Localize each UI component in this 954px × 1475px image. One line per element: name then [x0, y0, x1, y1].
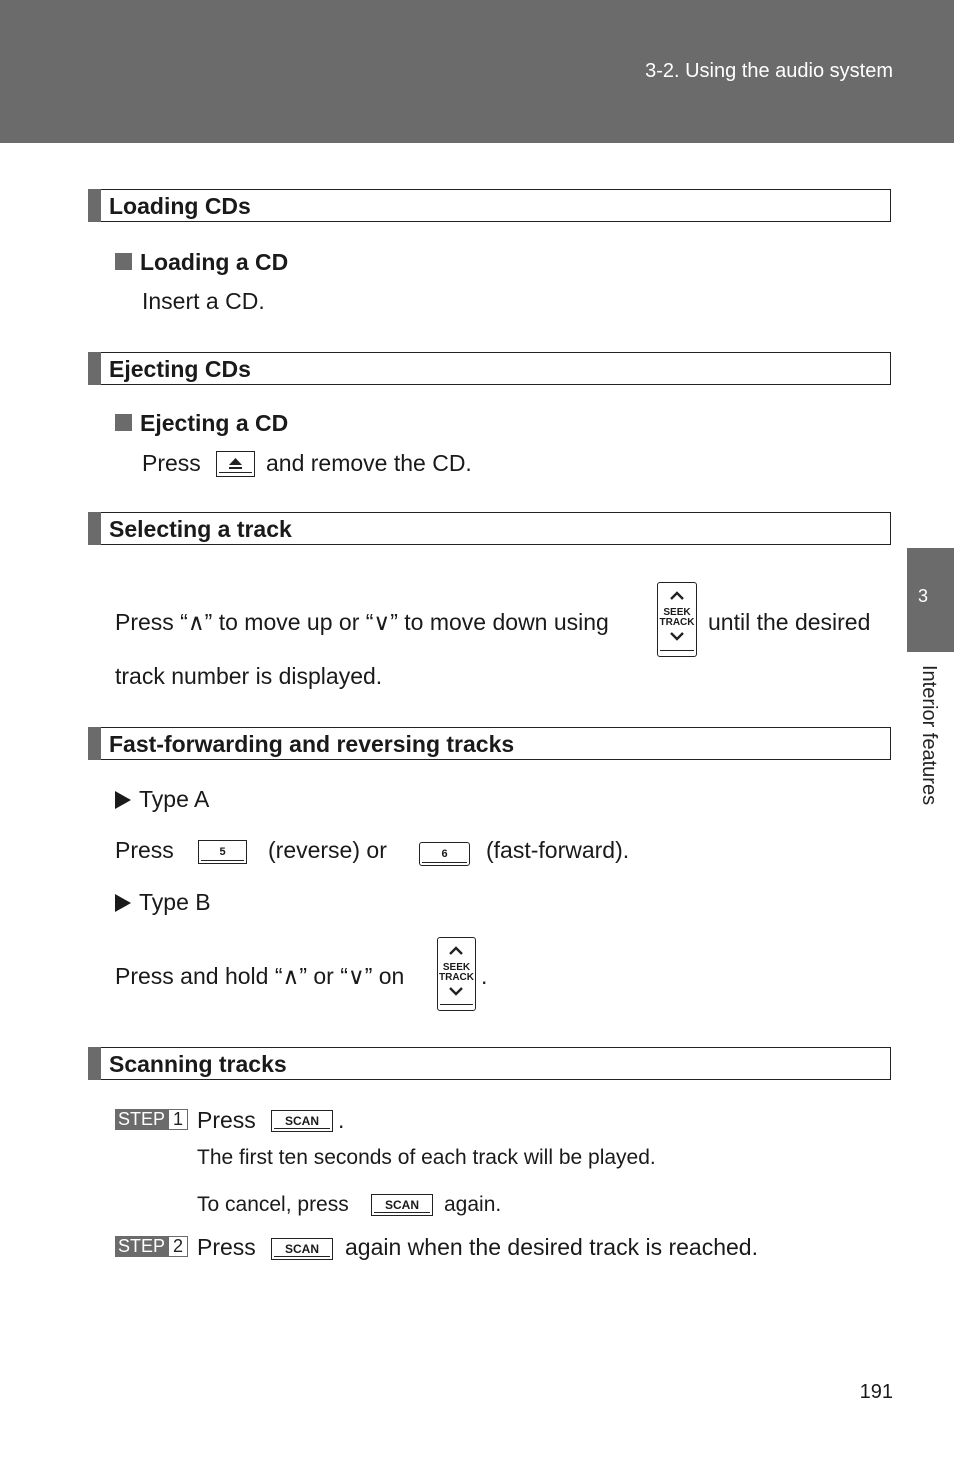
eject-button[interactable]	[216, 451, 255, 477]
chevron-up-icon	[671, 593, 683, 599]
step-1-end: .	[338, 1107, 345, 1133]
step-1-badge: STEP 1	[115, 1109, 188, 1130]
preset-6-button[interactable]	[419, 842, 470, 866]
preset-6-label: 6	[441, 848, 448, 860]
subheading-loading-a-cd: Loading a CD	[115, 249, 288, 276]
eject-press-text: Press	[142, 450, 201, 476]
type-a-reverse-text: (reverse) or	[268, 837, 387, 863]
chevron-down-icon	[450, 988, 462, 994]
scan-label: SCAN	[284, 1242, 319, 1256]
section-title: Fast-forwarding and reversing tracks	[109, 731, 515, 757]
type-a-forward-text: (fast-forward).	[486, 837, 630, 863]
chevron-up-icon	[450, 948, 462, 954]
section-title: Selecting a track	[109, 516, 292, 542]
seek-track-button[interactable]	[437, 937, 476, 1011]
section-fast-forwarding	[88, 727, 891, 760]
type-b-end: .	[481, 963, 488, 989]
cancel-text: To cancel, press	[197, 1193, 349, 1216]
step-1-note: The first ten seconds of each track will be played.	[197, 1146, 656, 1169]
page-number: 191	[859, 1381, 893, 1403]
triangle-bullet-icon	[115, 894, 131, 912]
section-loading-cds	[88, 189, 891, 222]
chapter-tab	[907, 548, 954, 652]
scan-button[interactable]	[371, 1194, 433, 1216]
chevron-down-icon	[671, 633, 683, 639]
scan-label: SCAN	[284, 1114, 319, 1128]
select-track-text-line2: track number is displayed.	[115, 663, 383, 689]
triangle-bullet-icon	[115, 791, 131, 809]
select-track-text-end: until the desired	[708, 609, 871, 635]
type-b-text: Press and hold “∧” or “∨” on	[115, 963, 405, 989]
chapter-label: Interior features	[918, 665, 940, 806]
scan-button[interactable]	[271, 1238, 333, 1260]
section-title: Ejecting CDs	[109, 356, 251, 382]
section-scanning-tracks	[88, 1047, 891, 1080]
step-2-press-text: Press	[197, 1234, 256, 1260]
subheading-ejecting-a-cd: Ejecting a CD	[115, 410, 288, 437]
loading-instruction: Insert a CD.	[142, 288, 265, 314]
seek-label: SEEK	[442, 962, 471, 973]
step-2-badge: STEP 2	[115, 1236, 188, 1257]
seek-label: SEEK	[663, 607, 691, 618]
select-track-text: Press “∧” to move up or “∨” to move down using	[115, 609, 609, 635]
preset-5-label: 5	[219, 846, 226, 858]
type-b-label: Type B	[115, 889, 211, 916]
chapter-number: 3	[917, 586, 928, 606]
step-1-press-text: Press	[197, 1107, 256, 1133]
breadcrumb: 3-2. Using the audio system	[645, 60, 893, 82]
type-a-press-text: Press	[115, 837, 174, 863]
scan-button[interactable]	[271, 1110, 333, 1132]
page-header	[0, 0, 954, 143]
section-title: Scanning tracks	[109, 1051, 287, 1077]
scan-label: SCAN	[384, 1198, 419, 1212]
preset-5-button[interactable]	[198, 840, 247, 864]
cancel-text-end: again.	[444, 1193, 502, 1216]
eject-remove-text: and remove the CD.	[266, 450, 472, 476]
track-label: TRACK	[439, 972, 474, 983]
eject-icon	[217, 452, 254, 476]
step-2-text: again when the desired track is reached.	[345, 1234, 758, 1260]
section-title: Loading CDs	[109, 193, 251, 219]
square-bullet-icon	[115, 414, 132, 431]
type-a-label: Type A	[115, 786, 209, 813]
section-selecting-a-track	[88, 512, 891, 545]
section-ejecting-cds	[88, 352, 891, 385]
seek-track-button[interactable]	[657, 582, 697, 657]
square-bullet-icon	[115, 253, 132, 270]
track-label: TRACK	[659, 617, 695, 628]
